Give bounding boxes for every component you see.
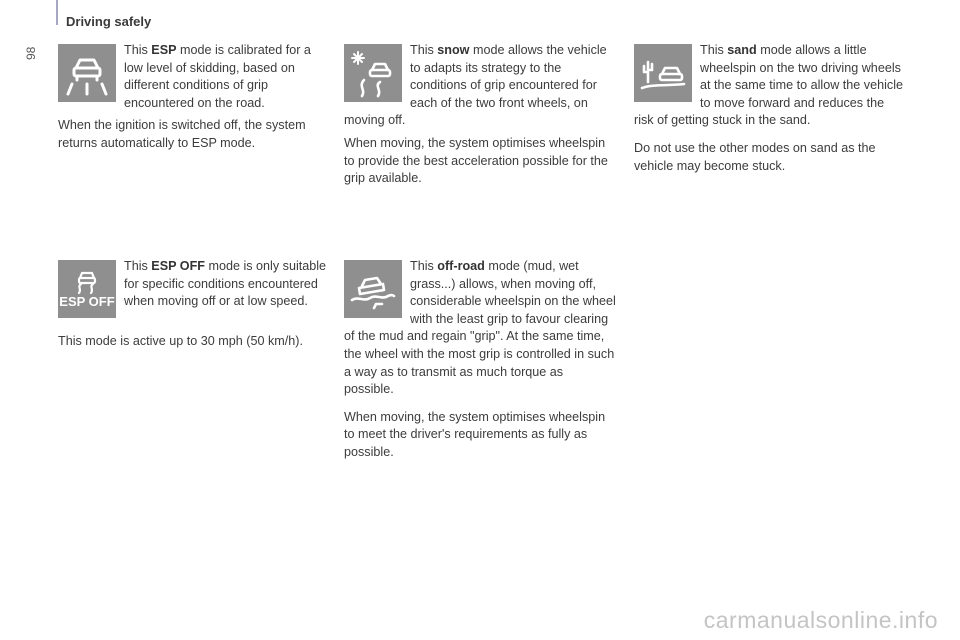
sand-mode-icon bbox=[634, 44, 692, 102]
sand-mode-text: This sand mode allows a little wheelspin on the two driving wheels at the same time to allow the vehicle to move forward and reduces the risk of getting stuck in the sand. bbox=[634, 43, 904, 128]
esp-off-icon bbox=[58, 260, 116, 318]
esp-mode-note: When the ignition is switched off, the system returns automatically to ESP mode. bbox=[58, 118, 306, 150]
snow-mode-block bbox=[344, 42, 616, 188]
esp-off-mode-note: This mode is active up to 30 mph (50 km/h). bbox=[58, 334, 303, 348]
esp-off-icon-label: ESP OFF bbox=[59, 294, 115, 309]
esp-off-mode-block bbox=[58, 258, 330, 351]
snow-mode-text: This snow mode allows the vehicle to adapts its strategy to the conditions of grip encountered for each of the two front wheels, on moving off. bbox=[344, 43, 607, 128]
section-title: Driving safely bbox=[66, 14, 152, 29]
off-road-mode-text: This off-road mode (mud, wet grass...) allows, when moving off, considerable wheelspin on the wheel with the least grip to favour clearing of the mud and regain "grip". At the same time, the wheel with the most grip is controlled in such a way as to transmit as much torque as possible. bbox=[344, 259, 616, 397]
watermark: carmanualsonline.info bbox=[703, 607, 938, 633]
margin-rule bbox=[56, 0, 58, 25]
sand-mode-note: Do not use the other modes on sand as the vehicle may become stuck. bbox=[634, 140, 876, 173]
esp-mode-text: This ESP mode is calibrated for a low level of skidding, based on different conditions of grip encountered on the road. bbox=[124, 43, 311, 110]
snow-mode-note: When moving, the system optimises wheelspin to provide the best acceleration possible for the grip available. bbox=[344, 135, 608, 186]
off-road-mode-note: When moving, the system optimises wheelspin to meet the driver's requirements as fully as possible. bbox=[344, 409, 606, 459]
page-number: 98 bbox=[24, 46, 38, 60]
snow-mode-icon bbox=[344, 44, 402, 102]
esp-off-mode-text: This ESP OFF mode is only suitable for specific conditions encountered when moving off or at low speed. bbox=[124, 259, 327, 309]
car-traction-icon bbox=[58, 44, 116, 102]
sand-mode-block bbox=[634, 42, 906, 175]
esp-mode-block bbox=[58, 42, 330, 153]
off-road-mode-icon bbox=[344, 260, 402, 318]
off-road-mode-block bbox=[344, 258, 616, 462]
